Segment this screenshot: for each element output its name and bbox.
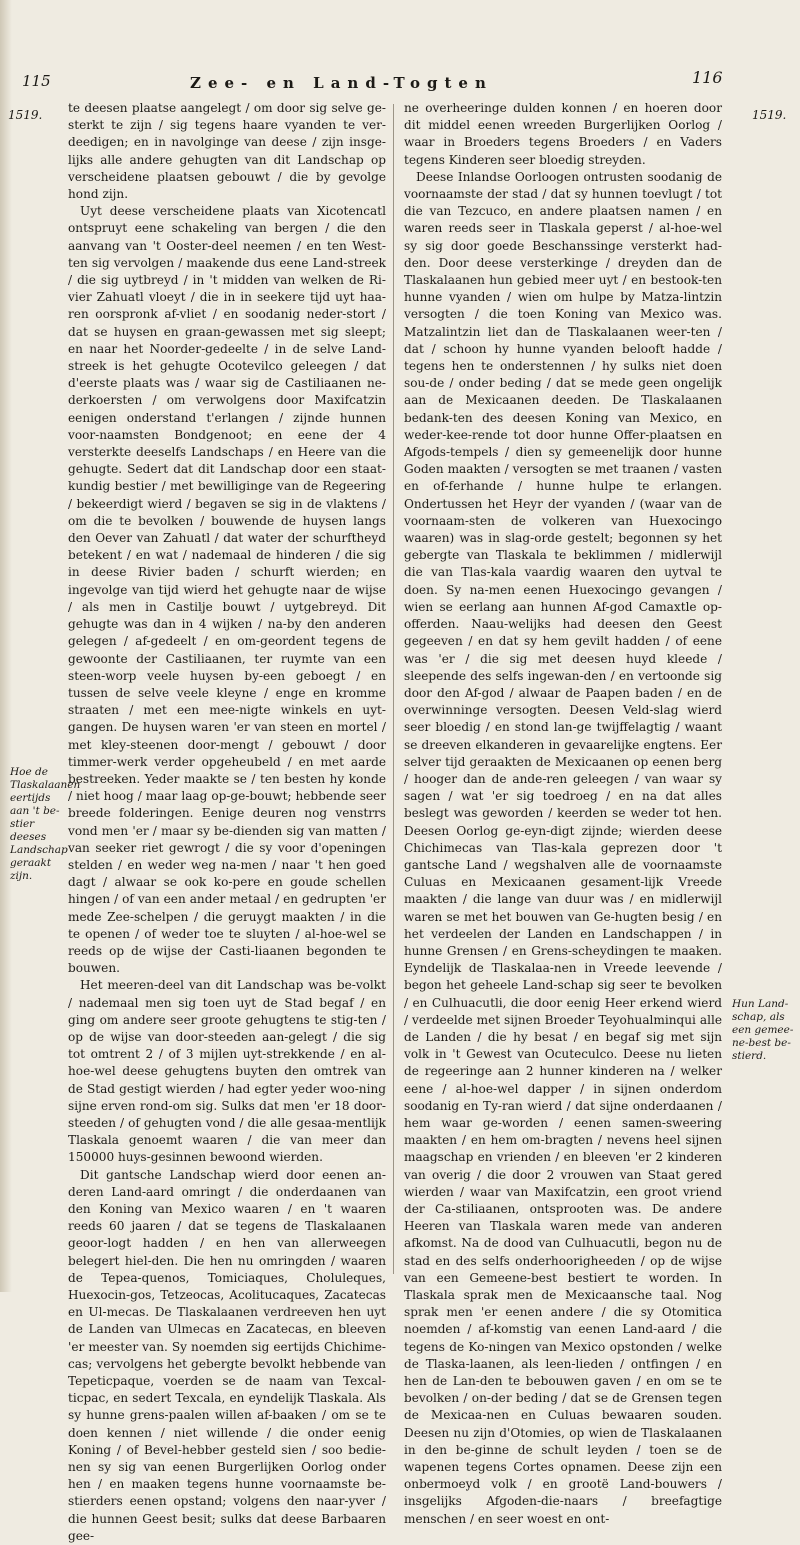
paragraph: te deesen plaatse aangelegt / om door sig selve ge-sterkt te zijn / sig tegens haare vyanden te ver-deedigen; en in navolginge van deese / zijn insge-lijks alle andere gehugten van dit Landschap op verscheidene plaatsen gebouwt / die by gevolge hond zijn. [68, 101, 386, 202]
margin-note-left: Hoe de Tlaskalaanen eertijds aan 't be-stier deeses Landschap geraakt zijn. [10, 766, 81, 882]
year-marker-right: 1519. [752, 108, 787, 122]
paragraph: ne overheeringe dulden konnen / en hoeren door dit middel eenen wreeden Burgerlijken Oorlog / waar in Broeders tegens Broeders / en Vaders tegens Kinderen seer bloedig streyden. [404, 101, 722, 167]
running-header [0, 60, 800, 104]
running-title: Zee- en Land-Togten [190, 74, 493, 92]
paragraph: Het meeren-deel van dit Landschap was be-volkt / nademaal men sig toen uyt de Stad begaf / en ging om andere seer groote gehugtens te stig-ten / op de wijse van door-steeden aan-gelegt / die sig tot omtrent 2 / of 3 mijlen uyt-strekkende / en al-hoe-wel deese gehugtens buyten den omtrek van de Stad gestigt wierden / had egter yeder woo-ning sijne erven rond-om sig. Sulks dat men 'er 18 door-steeden / of gehugten vond / die alle gesaa-mentlijk Tlaskala genoemt waaren / die van meer dan 150000 huys-gesinnen bewoond wierden. [68, 978, 386, 1165]
year-marker-left: 1519. [8, 108, 43, 122]
paragraph: Deese Inlandse Oorloogen ontrusten soodanig de voornaamste der stad / dat sy hunnen toevlugt / tot die van Tezcuco, en andere plaatsen namen / en waren reeds seer in Tlaskala geperst / al-hoe-wel sy sig door goede Beschanssinge versterkt had-den. Door deese versterkinge / dreyden dan de Tlaskalaanen hun gebied meer uyt / en bestook-ten hunne vyanden / wien om hulpe by Matza-lintzin versogten / die toen Koning van Mexico was. Matzalintzin liet dan de Tlaskalaanen weer-ten / dat / schoon hy hunne vyanden belooft hadde / tegens hen te onderstennen / hy sulks niet doen sou-de / onder beding / dat se mede geen ongelijk aan de Mexicaanen deeden. De Tlaskalaanen bedank-ten des deesen Koning van Mexico, en weder-kee-rende tot door hunne Offer-plaatsen en Afgods-tempels / dien sy gemeenelijk door hunne Goden maakten / versogten se met traanen / vasten en of-ferhande / hunne hulpe te erlangen. Ondertussen het Heyr der vyanden / (waar van de voornaam-sten de volkeren van Huexocingo waaren) was in slag-orde gestelt; begonnen sy het gebergte van Tlaskala te beklimmen / midlerwijl die van Tlas-kala vaardig waaren den uytval te doen. Sy na-men eenen Huexocingo gevangen / wien se eerlang aan hunnen Af-god Camaxtle op-offerden. Naau-welijks had deesen den Geest gegeeven / en dat sy hem gevilt hadden / of eene was 'er / die sig met deesen huyd kleede / sleepende des selfs ingewan-den / en vertoonde sig door den Af-god / alwaar de Paapen baden / en de overwinninge versogten. Deesen Veld-slag wierd seer bloedig / en stond lan-ge twijffelagtig / waant se dreeven elkanderen in gevaarelijke engtens. Eer selver tijd geraakten de Mexicaanen op eenen berg / hooger dan de ande-ren geleegen / van waar sy sagen / wat 'er sig toedroeg / en na dat alles beslegt was geworden / keerden se weder tot hen. Deesen Oorlog ge-eyn-digt zijnde; wierden deese Chichimecas van Tlas-kala geprezen door 't gantsche Land / wegshalven alle de voornaamste Culuas en Mexicaanen gesament-lijk Vreede maakten / die lange van duur was / en midlerwijl waren se met het bouwen van Ge-hugten besig / en het verdeelen der Landen en Landschappen / in hunne Grensen / en Grens-scheydingen te maaken. Eyndelijk de Tlaskalaa-nen in Vreede leevende / begon het geheele Land-schap sig seer te bevolken / en Culhuacutli, die door eenig Heer erkend wierd / verdeelde met sijnen Broeder Teyohualminqui alle de Landen / die hy besat / en begaf sig met sijn volk in 't Gewest van Ocuteculco. Deese nu lieten de regeeringe aan 2 hunner kinderen na / welker eene / al-hoe-wel dapper / in sijnen onderdom soodanig en Ty-ran wierd / dat sijne onderdaanen / hem waar ge-worden / eenen samen-sweering maakten / en hem om-bragten / nevens heel sijnen maagschap en vrienden / en bleeven 'er 2 kinderen van overig / die door 2 vrouwen van Staat gered wierden / waar van Maxifcatzin, een groot vriend der Ca-stiliaanen, ontsprooten was. De andere Heeren van Tlaskala waren mede van anderen afkomst. Na de dood van Culhuacutli, begon nu de stad en des selfs onderhoorigheeden / op de wijse van een Gemeene-best bestiert te worden. In Tlaskala sprak men de Mexicaansche taal. Nog sprak men 'er eenen andere / die sy Otomitica noemden / af-komstig van eenen Land-aard / die tegens de Ko-ningen van Mexico opstonden / welke de Tlaska-laanen, als leen-lieden / ontfingen / en hen de Lan-den te bebouwen gaven / en om se te bevolken / on-der beding / dat se de Grensen tegen de Mexicaa-nen en Culuas bewaaren souden. Deesen nu zijn d'Otomies, op wien de Tlaskalaanen in den be-ginne de schult leyden / toen se de wapenen tegens Cortes opnamen. Deese zijn een onbermoeyd volk / en grootë Land-bouwers / insgelijks Afgoden-die-naars / breefagtige menschen / en seer woest en ont- [404, 169, 722, 1526]
column-divider [393, 104, 394, 1274]
paragraph: Dit gantsche Landschap wierd door eenen an-deren Land-aard omringt / die onderdaanen van den Koning van Mexico waaren / en 't waaren reeds 60 jaaren / dat se tegens de Tlaskalaanen geoor-logt hadden / en hen van allerweegen belegert hiel-den. Die hen nu omringden / waaren de Tepea-quenos, Tomiciaques, Choluleques, Huexocin-gos, Tetzeocas, Acolitucaques, Zacatecas en Ul-mecas. De Tlaskalaanen verdreeven hen uyt de Landen van Ulmecas en Zacatecas, en bleeven 'er meester van. Sy noemden sig eertijds Chichime-cas; vervolgens het gebergte bevolkt hebbende van Tepeticpaque, voerden se de naam van Texcal-ticpac, en sedert Texcala, en eyndelijk Tlaskala. Als sy hunne grens-paalen willen af-baaken / om se te doen kennen / niet willende / die onder eenig Koning / of Bevel-hebber gesteld sien / soo bedie-nen sy sig van eenen Burgerlijken Oorlog onder hen / en maaken tegens hunne voornaamste be-stierders eenen opstand; volgens den naar-yver / die hunnen Geest besit; sulks dat deese Barbaaren gee- [68, 1167, 386, 1543]
margin-note-right: Hun Land-schap, als een gemee-ne-best be-stierd. [732, 998, 794, 1062]
page-binding-edge [0, 0, 12, 1292]
page-number-right: 116 [692, 68, 723, 87]
text-column-left [68, 100, 386, 1543]
text-column-right [404, 100, 722, 1526]
paragraph: Uyt deese verscheidene plaats van Xicotencatl ontspruyt eene schakeling van bergen / die den aanvang van 't Ooster-deel neemen / en ten West-ten sig vervolgen / maakende dus eene Land-streek / die sig uytbreyd / in 't midden van welken de Ri-vier Zahuatl vloeyt / die in in seekere tijd uyt haa-ren oorspronk af-vliet / en soodanig neder-stort / dat se huysen en graan-gewassen met sig sleept; en naar het Noorder-gedeelte / in de selve Land-streek is het gehugte Ocotevilco geleegen / dat d'eerste plaats was / waar sig de Castiliaanen ne-derkoersten / om verwolgens door Maxifcatzin eenigen onderstand t'erlangen / zijnde hunnen voor-naamsten Bondgenoot; en eene der 4 versterkte deeselfs Landschaps / en Heere van die gehugte. Sedert dat dit Landschap door een staat-kundig bestier / met bewilliginge van de Regeering / bekeerdigt wierd / begaven se sig in de vlaktens / om die te bevolken / bouwende de huysen langs den Oever van Zahuatl / dat water der schurftheyd betekent / en wat / nademaal de hinderen / die sig in deese Rivier baden / schurft wierden; en ingevolge van tijd wierd het gehugte naar de wijse / als men in Castilje bouwt / uytgebreyd. Dit gehugte was dan in 4 wijken / na-by den anderen gelegen / af-gedeelt / en om-geordent tegens de gewoonte der Castiliaanen, ter ruymte van een steen-worp veele huysen by-een geboegt / en tussen de selve veele kleyne / enge en kromme straaten / met een mee-nigte winkels en uyt-gangen. De huysen waren 'er van steen en mortel / met kley-steenen door-mengt / gebouwt / door timmer-werk verder opgeheubeld / en met aarde bestreeken. Yeder maakte se / ten besten hy konde / niet hoog / maar laag op-ge-bouwt; hebbende seer breede folderingen. Eenige deuren nog venstrrs vond men 'er / maar sy be-dienden sig van matten / van seeker riet gewrogt / die sy voor d'openingen stelden / en weder weg na-men / naar 't hen goed dagt / alwaar se ook ko-pere en goude schellen hingen / of van een ander metaal / en gedrupten 'er mede Zee-schelpen / die geruygt maakten / in die te openen / of weder toe te sluyten / al-hoe-wel se reeds op de wijse der Casti-liaanen begonden te bouwen. [68, 204, 386, 976]
page-number-left: 115 [22, 72, 51, 90]
